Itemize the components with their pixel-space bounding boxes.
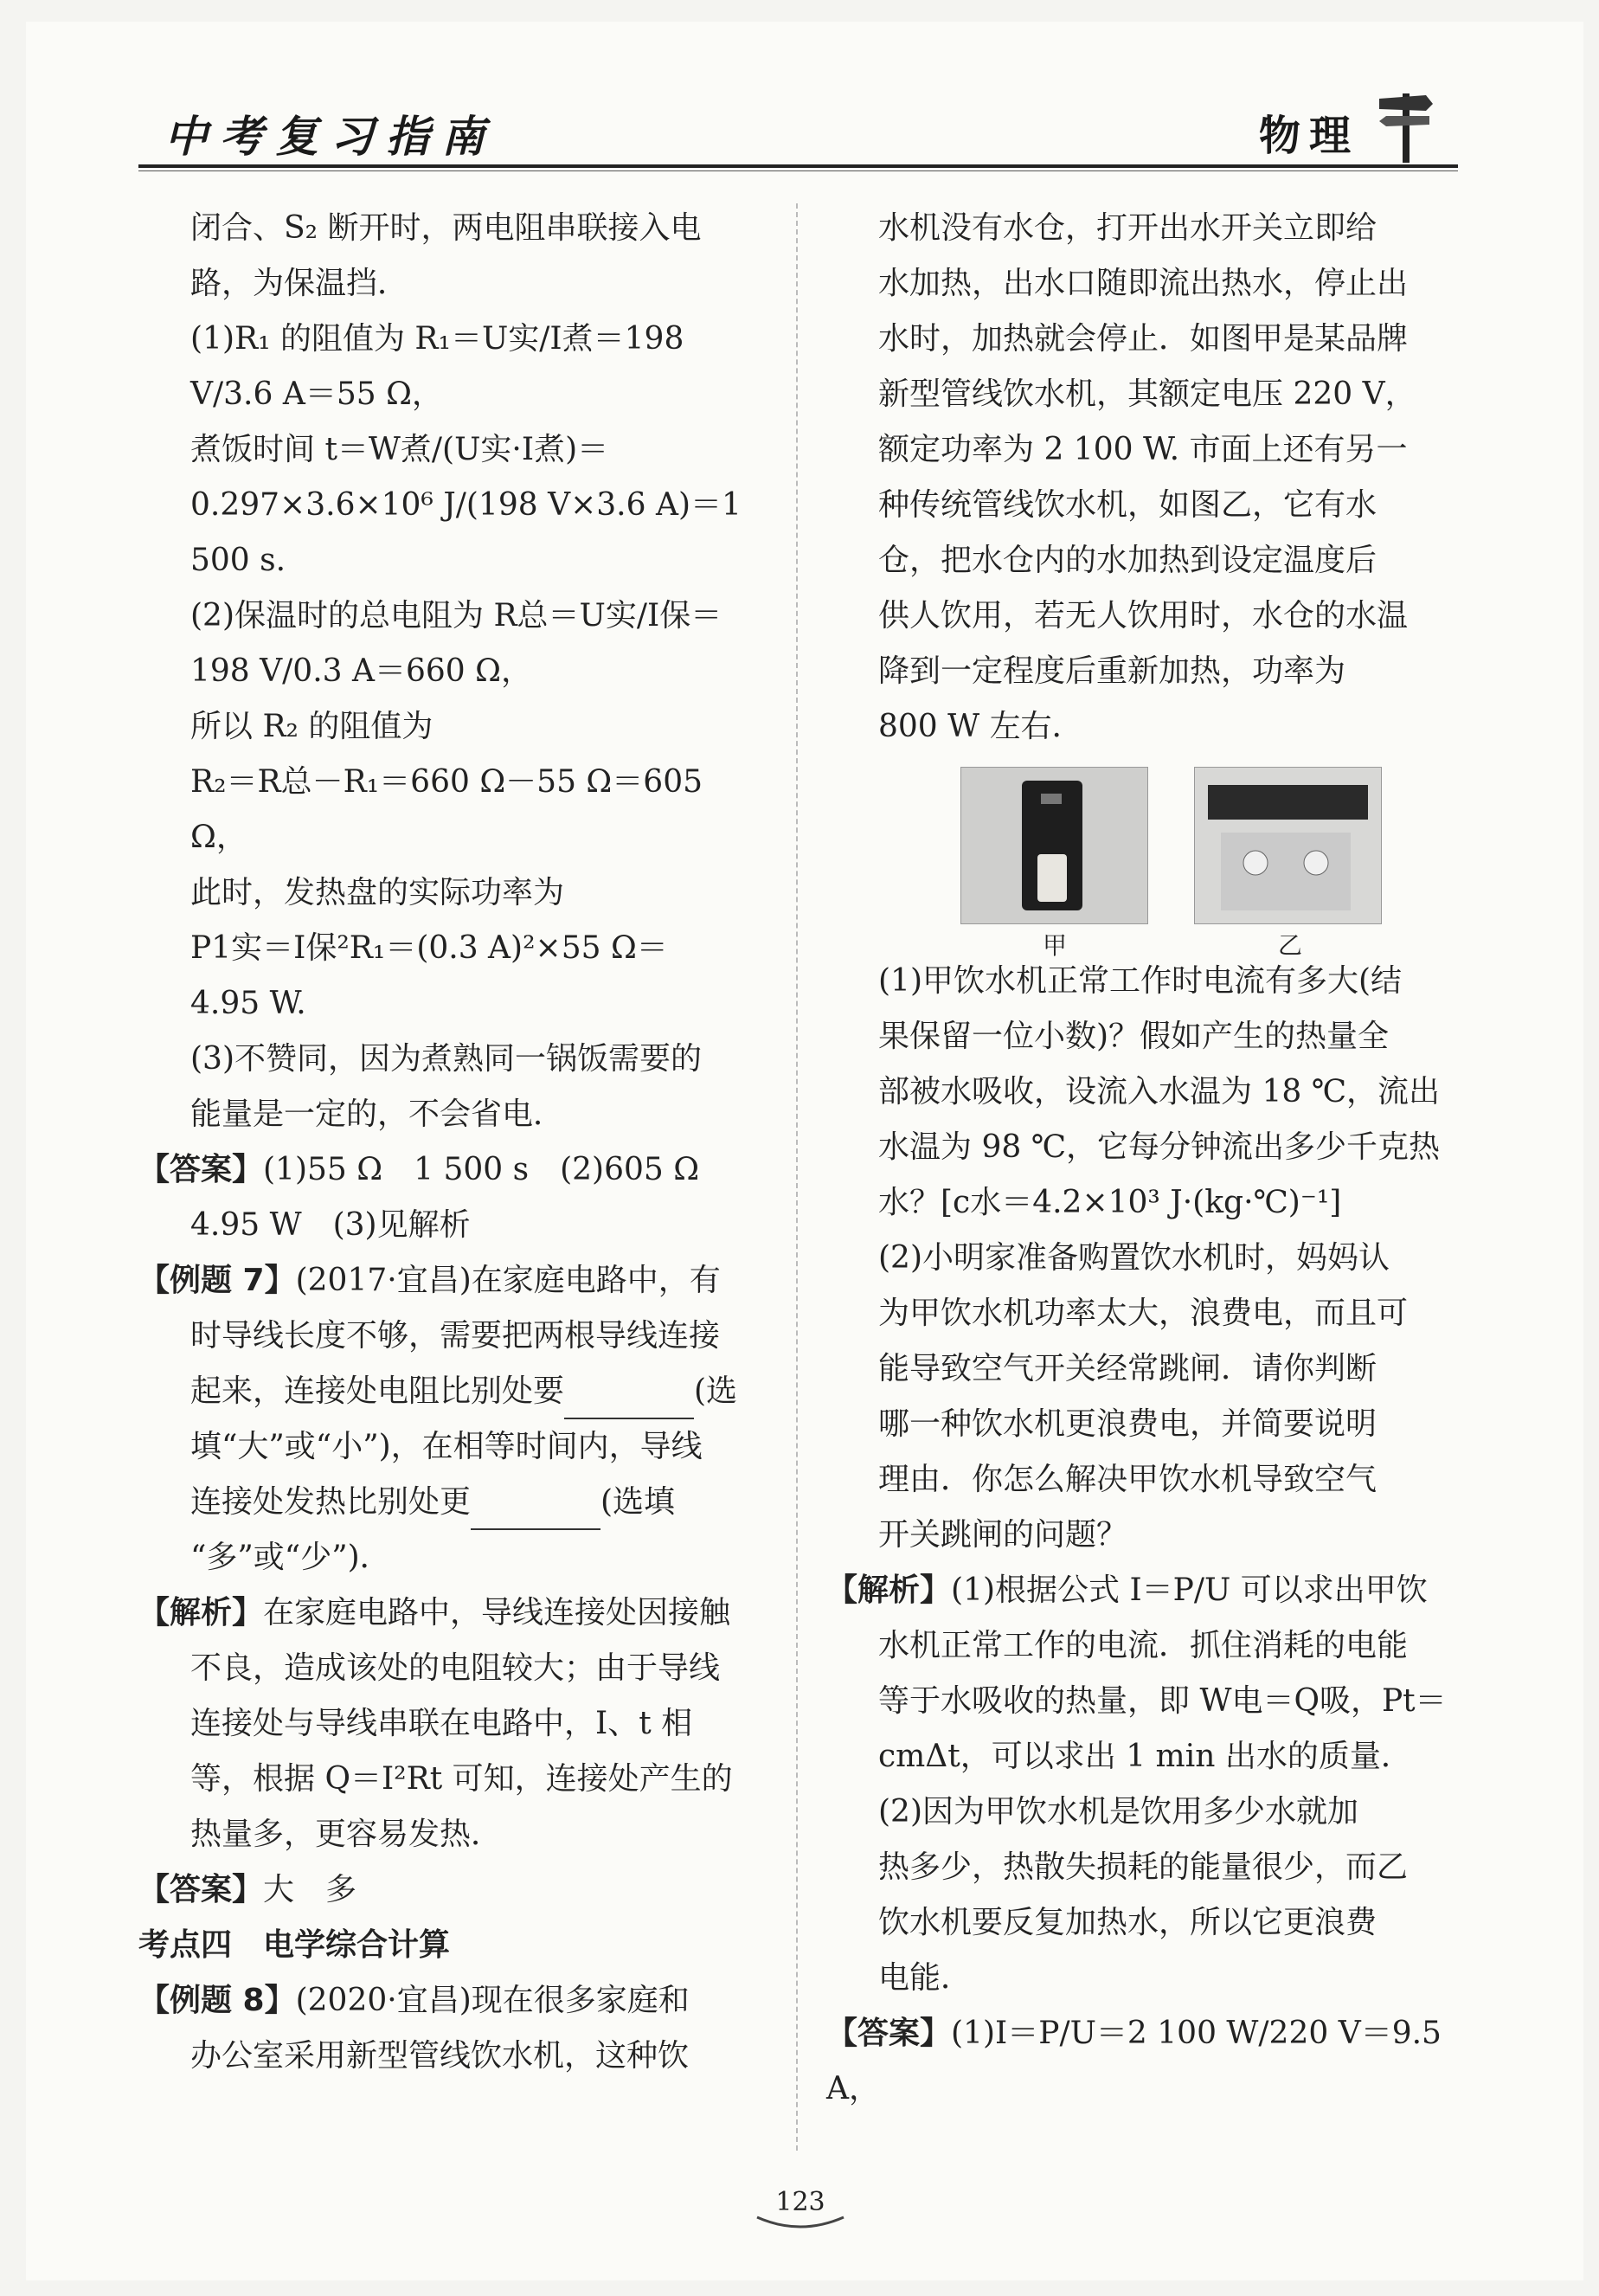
text-line: 仓，把水仓内的水加热到设定温度后 xyxy=(878,543,1377,578)
example-tag: 【例题 7】 xyxy=(138,1263,296,1298)
text-line: 0.297×3.6×10⁶ J/(198 V×3.6 A)＝1 500 s. xyxy=(190,487,742,578)
analysis-tag: 【解析】 xyxy=(826,1572,952,1608)
text-span: 连接处发热比别处更 xyxy=(190,1484,472,1520)
text-line: 果保留一位小数)？假如产生的热量全 xyxy=(878,1019,1390,1054)
text-line: (3)不赞同，因为煮熟同一锅饭需要的 xyxy=(190,1041,702,1077)
text-line: 煮饭时间 t＝W煮/(U实·I煮)＝ xyxy=(190,432,609,467)
text-line: (1)R₁ 的阻值为 R₁＝U实/I煮＝198 V/3.6 A＝55 Ω， xyxy=(190,321,684,412)
header-rule-thin xyxy=(138,170,1458,171)
signpost-icon xyxy=(1376,87,1436,164)
text-line: 降到一定程度后重新加热，功率为 xyxy=(878,653,1346,689)
text-line: 等，根据 Q＝I²Rt 可知，连接处产生的 xyxy=(190,1761,733,1797)
text-line: 饮水机要反复加热水，所以它更浪费 xyxy=(878,1905,1377,1940)
analysis-line xyxy=(138,1585,766,1641)
text-line: 闭合、S₂ 断开时，两电阻串联接入电 xyxy=(190,210,702,246)
text-line: 等于水吸收的热量，即 W电＝Q吸，Pt＝ xyxy=(878,1683,1447,1719)
text-line: 198 V/0.3 A＝660 Ω， xyxy=(190,653,532,689)
text-line: 水机正常工作的电流．抓住消耗的电能 xyxy=(878,1628,1409,1663)
answer-line: 4.95 W (3)见解析 xyxy=(190,1207,471,1243)
text-line: 连接处与导线串联在电路中，I、t 相 xyxy=(190,1706,693,1741)
figure-b-caption: 乙 xyxy=(1278,931,1303,960)
text-line: (2)小明家准备购置饮水机时，妈妈认 xyxy=(878,1240,1390,1276)
analysis-text: 在家庭电路中，导线连接处因接触 xyxy=(263,1595,731,1630)
example-line xyxy=(138,1253,766,1309)
text-line: 电能． xyxy=(878,1960,973,1996)
page-number: 123 xyxy=(775,2187,825,2217)
answer-tag: 【答案】 xyxy=(826,2016,952,2051)
answer-tag: 【答案】 xyxy=(138,1152,264,1187)
text-span: (选填 xyxy=(600,1484,676,1520)
section-heading: 考点四 电学综合计算 xyxy=(138,1927,451,1963)
text-line: 4.95 W. xyxy=(190,986,306,1021)
example-text: (2020·宜昌)现在很多家庭和 xyxy=(295,1983,690,2018)
text-line: R₂＝R总－R₁＝660 Ω－55 Ω＝605 Ω， xyxy=(190,764,703,855)
column-divider xyxy=(796,203,798,2151)
analysis-text: (1)根据公式 I＝P/U 可以求出甲饮 xyxy=(951,1572,1428,1608)
text-line: 热多少，热散失损耗的能量很少，而乙 xyxy=(878,1849,1409,1885)
figure-photos xyxy=(826,767,1458,960)
example-text: (2017·宜昌)在家庭电路中，有 xyxy=(295,1263,721,1298)
text-line: P1实＝I保²R₁＝(0.3 A)²×55 Ω＝ xyxy=(190,930,668,966)
answer-tag: 【答案】 xyxy=(138,1872,264,1907)
left-column xyxy=(138,201,766,2084)
text-line: 能量是一定的，不会省电． xyxy=(190,1097,565,1132)
text-line: 水加热，出水口随即流出热水，停止出 xyxy=(878,266,1409,301)
figure-b-dispenser-photo xyxy=(1194,767,1382,924)
book-title: 中考复习指南 xyxy=(164,111,497,162)
text-line: 新型管线饮水机，其额定电压 220 V， xyxy=(878,376,1416,412)
text-line: (2)保温时的总电阻为 R总＝U实/I保＝ xyxy=(190,598,722,633)
answer-text: 大 多 xyxy=(263,1872,357,1907)
header-rule xyxy=(138,164,1458,168)
text-line: 办公室采用新型管线饮水机，这种饮 xyxy=(190,2038,690,2074)
example-tag: 【例题 8】 xyxy=(138,1983,296,2018)
text-line: 填“大”或“小”)，在相等时间内，导线 xyxy=(190,1429,703,1464)
text-line xyxy=(138,1475,766,1530)
text-line: cmΔt，可以求出 1 min 出水的质量． xyxy=(878,1739,1412,1774)
analysis-line xyxy=(826,1563,1458,1618)
text-line: 此时，发热盘的实际功率为 xyxy=(190,875,565,910)
fill-in-blank xyxy=(564,1383,694,1419)
text-line: 为甲饮水机功率太大，浪费电，而且可 xyxy=(878,1296,1409,1331)
text-line: 供人饮用，若无人饮用时，水仓的水温 xyxy=(878,598,1409,633)
text-line: 额定功率为 2 100 W. 市面上还有另一 xyxy=(878,432,1408,467)
text-span: 起来，连接处电阻比别处要 xyxy=(190,1373,565,1409)
figure-a-caption: 甲 xyxy=(1043,931,1068,960)
text-line: 所以 R₂ 的阻值为 xyxy=(190,709,433,744)
text-line: “多”或“少”)． xyxy=(190,1540,391,1575)
text-line: (2)因为甲饮水机是饮用多少水就加 xyxy=(878,1794,1358,1830)
text-line: 不良，造成该处的电阻较大；由于导线 xyxy=(190,1650,721,1686)
text-line: 水时，加热就会停止．如图甲是某品牌 xyxy=(878,321,1409,357)
text-line: 理由．你怎么解决甲饮水机导致空气 xyxy=(878,1462,1377,1497)
fill-in-blank xyxy=(471,1494,600,1530)
text-line: 水？[c水＝4.2×10³ J·(kg·℃)⁻¹] xyxy=(878,1185,1342,1220)
right-column xyxy=(826,201,1458,2117)
text-line: 水机没有水仓，打开出水开关立即给 xyxy=(878,210,1377,246)
text-line: 时导线长度不够，需要把两根导线连接 xyxy=(190,1318,721,1354)
answer-line xyxy=(138,1142,766,1198)
figure-a-dispenser-photo xyxy=(960,767,1148,924)
text-line: 热量多，更容易发热． xyxy=(190,1817,503,1852)
text-line xyxy=(138,1364,766,1419)
text-line: 路，为保温挡． xyxy=(190,266,409,301)
answer-line xyxy=(826,2006,1458,2117)
analysis-tag: 【解析】 xyxy=(138,1595,264,1630)
answer-line xyxy=(138,1862,766,1918)
text-line: 开关跳闸的问题？ xyxy=(878,1517,1128,1553)
text-line: 水温为 98 ℃，它每分钟流出多少千克热 xyxy=(878,1129,1440,1165)
answer-text: (1)I＝P/U＝2 100 W/220 V＝9.5 A， xyxy=(826,2016,1442,2106)
text-line: 部被水吸收，设流入水温为 18 ℃，流出 xyxy=(878,1074,1440,1109)
text-line: 800 W 左右． xyxy=(878,709,1083,744)
answer-text: (1)55 Ω 1 500 s (2)605 Ω xyxy=(263,1152,700,1187)
subject-label: 物理 xyxy=(1259,112,1360,160)
text-line: (1)甲饮水机正常工作时电流有多大(结 xyxy=(878,963,1403,999)
text-line: 哪一种饮水机更浪费电，并简要说明 xyxy=(878,1406,1377,1442)
text-line: 种传统管线饮水机，如图乙，它有水 xyxy=(878,487,1377,523)
example-line xyxy=(138,1973,766,2029)
text-span: (选 xyxy=(694,1373,738,1409)
text-line: 能导致空气开关经常跳闸．请你判断 xyxy=(878,1351,1377,1386)
